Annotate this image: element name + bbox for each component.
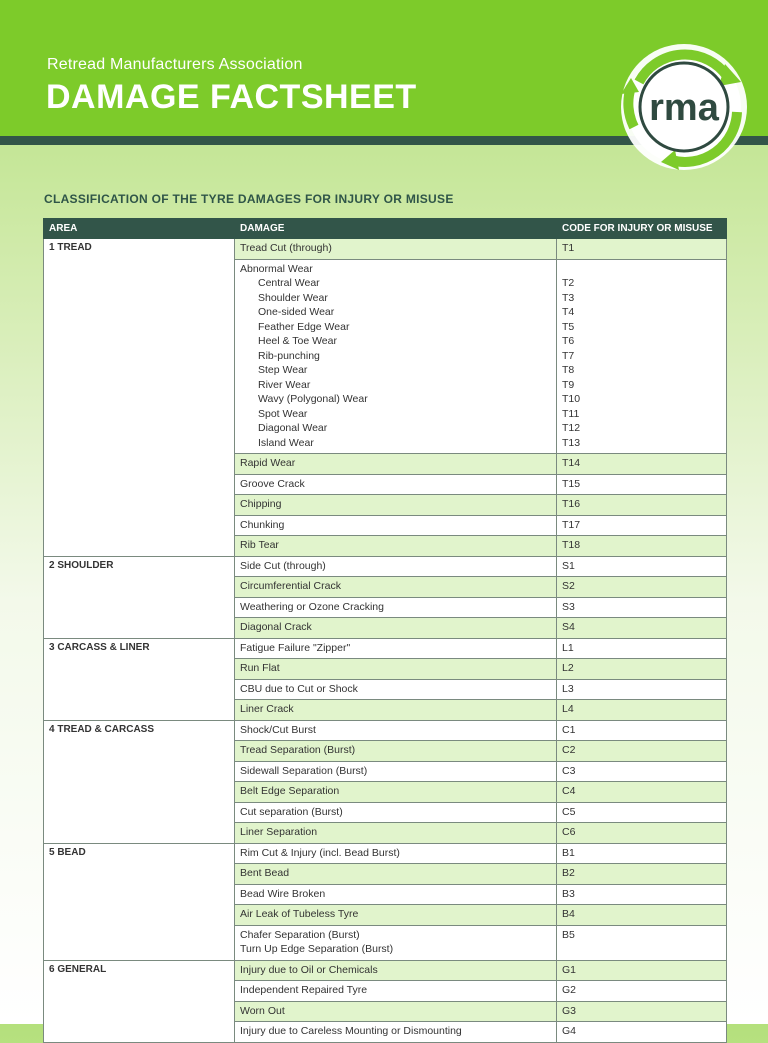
damage-cell: [235, 761, 557, 782]
damage-text: Worn Out: [240, 1004, 285, 1017]
code-text: C2: [562, 744, 576, 756]
table-row: [44, 239, 727, 260]
code-cell: [557, 556, 727, 577]
code-cell: [557, 884, 727, 905]
damage-text: Air Leak of Tubeless Tyre: [240, 908, 359, 920]
code-text: B5: [562, 928, 575, 941]
damage-text: Rapid Wear: [240, 457, 296, 469]
code-cell: [557, 823, 727, 844]
damage-text: Chafer Separation (Burst): [240, 928, 360, 941]
area-cell: 5 BEAD: [44, 843, 235, 960]
code-text: G3: [562, 1004, 577, 1017]
code-text: C5: [562, 805, 576, 818]
damage-text: Bead Wire Broken: [240, 887, 326, 900]
damage-cell: [235, 474, 557, 495]
code-text: C6: [562, 826, 576, 838]
damage-text: Feather Edge Wear: [258, 320, 350, 333]
code-text: T3: [562, 291, 575, 304]
damage-text: Shoulder Wear: [258, 291, 328, 304]
code-text: [562, 262, 721, 277]
code-text: G4: [562, 1025, 577, 1037]
column-header-code: CODE FOR INJURY OR MISUSE: [557, 219, 727, 239]
damage-text: Rib Tear: [240, 539, 279, 551]
table-row: [44, 720, 727, 741]
code-text: S3: [562, 600, 575, 613]
code-cell: [557, 454, 727, 475]
code-text: L2: [562, 662, 574, 674]
code-cell: [557, 577, 727, 598]
table-header-row: [44, 219, 727, 239]
damage-text: Fatigue Failure "Zipper": [240, 641, 351, 654]
damage-cell: [235, 741, 557, 762]
damage-cell: [235, 720, 557, 741]
code-cell: [557, 1022, 727, 1043]
area-cell: 6 GENERAL: [44, 960, 235, 1042]
table-row: [44, 638, 727, 659]
damage-cell: [235, 864, 557, 885]
damage-text: Liner Separation: [240, 826, 318, 838]
code-text: T4: [562, 306, 575, 318]
damage-cell: [235, 925, 557, 960]
section-title: CLASSIFICATION OF THE TYRE DAMAGES FOR INJURY OR MISUSE: [44, 192, 454, 206]
code-text: T1: [562, 242, 575, 254]
area-cell: 3 CARCASS & LINER: [44, 638, 235, 720]
damage-cell: [235, 638, 557, 659]
code-text: T13: [562, 436, 581, 449]
code-text: T11: [562, 407, 580, 420]
rma-logo: [609, 42, 759, 172]
damage-text: Abnormal Wear: [240, 262, 313, 275]
code-cell: [557, 659, 727, 680]
code-text: S2: [562, 580, 575, 592]
code-cell: [557, 720, 727, 741]
damage-text: One-sided Wear: [258, 306, 335, 318]
area-cell: 1 TREAD: [44, 239, 235, 557]
damage-text: Tread Cut (through): [240, 242, 332, 254]
damage-cell: [235, 981, 557, 1002]
damage-text: Injury due to Oil or Chemicals: [240, 963, 378, 976]
code-cell: [557, 802, 727, 823]
code-cell: [557, 679, 727, 700]
damage-text: Belt Edge Separation: [240, 785, 340, 797]
code-text: T5: [562, 320, 575, 333]
code-text: L1: [562, 641, 574, 654]
damage-text: Step Wear: [258, 364, 308, 376]
damage-cell: [235, 782, 557, 803]
code-cell: [557, 638, 727, 659]
damage-cell: [235, 659, 557, 680]
damage-text: CBU due to Cut or Shock: [240, 682, 358, 695]
damage-text: Liner Crack: [240, 703, 294, 715]
damage-text: Bent Bead: [240, 867, 290, 879]
code-text: C3: [562, 764, 576, 777]
table-row: [44, 556, 727, 577]
damage-text: River Wear: [258, 378, 311, 391]
damage-cell: [235, 259, 557, 454]
code-cell: [557, 700, 727, 721]
damage-text: Circumferential Crack: [240, 580, 341, 592]
damage-text: Heel & Toe Wear: [258, 335, 337, 347]
damage-text: Shock/Cut Burst: [240, 723, 316, 736]
damage-text: Weathering or Ozone Cracking: [240, 600, 384, 613]
damage-cell: [235, 1022, 557, 1043]
damage-text: Rim Cut & Injury (incl. Bead Burst): [240, 846, 400, 859]
damage-text: Injury due to Careless Mounting or Dismounting: [240, 1025, 462, 1037]
code-cell: [557, 536, 727, 557]
damage-text: Island Wear: [258, 436, 314, 449]
damage-cell: [235, 618, 557, 639]
code-text: T18: [562, 539, 581, 551]
damage-cell: [235, 495, 557, 516]
damage-text: Chipping: [240, 498, 282, 510]
code-cell: [557, 782, 727, 803]
code-text: B4: [562, 908, 575, 920]
logo-text: rma: [649, 87, 719, 129]
code-cell: [557, 515, 727, 536]
code-text: T9: [562, 378, 575, 391]
page-title: DAMAGE FACTSHEET: [46, 78, 417, 116]
damage-text: Run Flat: [240, 662, 280, 674]
code-text: T14: [562, 457, 581, 469]
damage-text: Side Cut (through): [240, 559, 326, 572]
code-cell: [557, 981, 727, 1002]
code-text: T16: [562, 498, 581, 510]
code-text: T8: [562, 364, 575, 376]
code-text: T12: [562, 422, 581, 434]
code-cell: [557, 905, 727, 926]
code-cell: [557, 741, 727, 762]
code-cell: [557, 474, 727, 495]
damage-table: [43, 218, 727, 1043]
damage-text: Cut separation (Burst): [240, 805, 343, 818]
damage-cell: [235, 577, 557, 598]
code-text: T6: [562, 335, 575, 347]
table-row: [44, 843, 727, 864]
code-text: B2: [562, 867, 575, 879]
code-text: T17: [562, 518, 581, 531]
code-text: B3: [562, 887, 575, 900]
code-cell: [557, 864, 727, 885]
damage-cell: [235, 1001, 557, 1022]
damage-cell: [235, 454, 557, 475]
damage-cell: [235, 515, 557, 536]
code-text: T7: [562, 349, 575, 362]
damage-cell: [235, 679, 557, 700]
damage-cell: [235, 960, 557, 981]
code-text: T2: [562, 277, 575, 289]
damage-text: Groove Crack: [240, 477, 305, 490]
code-text: C1: [562, 723, 576, 736]
damage-text: Independent Repaired Tyre: [240, 984, 368, 996]
damage-cell: [235, 843, 557, 864]
table-row: [44, 960, 727, 981]
damage-text: Wavy (Polygonal) Wear: [258, 393, 368, 405]
code-text: S4: [562, 621, 575, 633]
damage-text: Rib-punching: [258, 349, 320, 362]
damage-text: Spot Wear: [258, 407, 308, 420]
code-cell: [557, 239, 727, 260]
code-cell: [557, 925, 727, 960]
code-text: T10: [562, 393, 581, 405]
code-text: L3: [562, 682, 574, 695]
organization-name: Retread Manufacturers Association: [47, 56, 303, 73]
code-cell: [557, 843, 727, 864]
code-cell: [557, 761, 727, 782]
damage-cell: [235, 536, 557, 557]
damage-cell: [235, 823, 557, 844]
column-header-damage: DAMAGE: [235, 219, 557, 239]
code-cell: [557, 1001, 727, 1022]
code-text: S1: [562, 559, 575, 572]
area-cell: 2 SHOULDER: [44, 556, 235, 638]
damage-cell: [235, 905, 557, 926]
area-cell: 4 TREAD & CARCASS: [44, 720, 235, 843]
damage-text: Sidewall Separation (Burst): [240, 764, 368, 777]
code-text: G2: [562, 984, 577, 996]
damage-cell: [235, 884, 557, 905]
code-text: C4: [562, 785, 576, 797]
code-cell: [557, 597, 727, 618]
damage-cell: [235, 700, 557, 721]
code-text: T15: [562, 477, 581, 490]
code-cell: [557, 259, 727, 454]
damage-text: Diagonal Crack: [240, 621, 312, 633]
code-text: L4: [562, 703, 574, 715]
damage-text: Chunking: [240, 518, 285, 531]
damage-cell: [235, 597, 557, 618]
damage-text: Diagonal Wear: [258, 422, 328, 434]
damage-cell: [235, 556, 557, 577]
damage-text: Tread Separation (Burst): [240, 744, 356, 756]
code-cell: [557, 495, 727, 516]
code-text: G1: [562, 963, 577, 976]
damage-cell: [235, 802, 557, 823]
code-cell: [557, 960, 727, 981]
code-cell: [557, 618, 727, 639]
column-header-area: AREA: [44, 219, 235, 239]
damage-cell: [235, 239, 557, 260]
code-text: B1: [562, 846, 575, 859]
damage-text: Central Wear: [258, 277, 320, 289]
damage-text: Turn Up Edge Separation (Burst): [240, 943, 394, 955]
